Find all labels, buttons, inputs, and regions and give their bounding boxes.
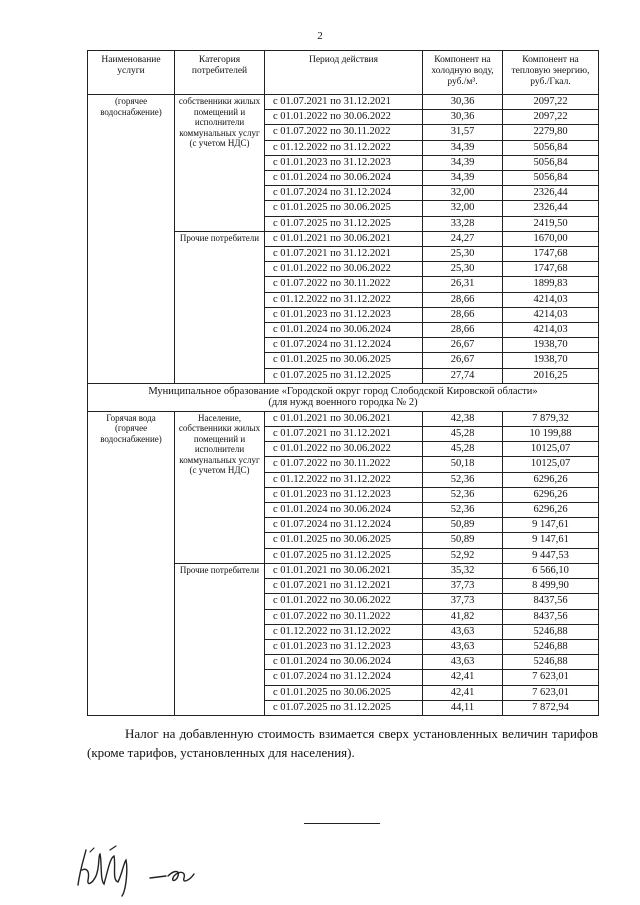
heat-energy-cell: 2279,80 (503, 125, 599, 140)
heat-energy-cell: 1747,68 (503, 262, 599, 277)
heat-energy-cell: 4214,03 (503, 307, 599, 322)
period-cell: с 01.01.2022 по 30.06.2022 (265, 110, 423, 125)
cold-water-cell: 32,00 (423, 186, 503, 201)
municipality-row (88, 383, 599, 411)
period-cell: с 01.01.2021 по 30.06.2021 (265, 231, 423, 246)
period-cell: с 01.01.2024 по 30.06.2024 (265, 171, 423, 186)
heat-energy-cell: 6296,26 (503, 503, 599, 518)
cold-water-cell: 50,89 (423, 533, 503, 548)
period-cell: с 01.07.2025 по 31.12.2025 (265, 700, 423, 715)
footer-divider (304, 823, 380, 824)
heat-energy-cell: 2097,22 (503, 110, 599, 125)
period-cell: с 01.07.2021 по 31.12.2021 (265, 247, 423, 262)
heat-energy-cell: 7 623,01 (503, 685, 599, 700)
period-cell: с 01.07.2022 по 30.11.2022 (265, 125, 423, 140)
heat-energy-cell: 5246,88 (503, 639, 599, 654)
cold-water-cell: 24,27 (423, 231, 503, 246)
cold-water-cell: 32,00 (423, 201, 503, 216)
cold-water-cell: 43,63 (423, 639, 503, 654)
cold-water-cell: 33,28 (423, 216, 503, 231)
period-cell: с 01.01.2023 по 31.12.2023 (265, 155, 423, 170)
block-1-body (88, 95, 599, 384)
heat-energy-cell: 8437,56 (503, 594, 599, 609)
cold-water-cell: 26,67 (423, 338, 503, 353)
table-header-row (88, 51, 599, 95)
municipality-purpose: (для нужд военного городка № 2) (268, 397, 418, 409)
period-cell: с 01.01.2023 по 31.12.2023 (265, 639, 423, 654)
cold-water-cell: 34,39 (423, 171, 503, 186)
period-cell: с 01.01.2023 по 31.12.2023 (265, 307, 423, 322)
heat-energy-cell: 1747,68 (503, 247, 599, 262)
heat-energy-cell: 2326,44 (503, 201, 599, 216)
cold-water-cell: 28,66 (423, 292, 503, 307)
municipality-cell (88, 383, 599, 411)
cold-water-cell: 37,73 (423, 579, 503, 594)
period-cell: с 01.12.2022 по 31.12.2022 (265, 472, 423, 487)
heat-energy-cell: 2326,44 (503, 186, 599, 201)
period-cell: с 01.01.2021 по 30.06.2021 (265, 563, 423, 578)
heat-energy-cell: 1670,00 (503, 231, 599, 246)
period-cell: с 01.07.2024 по 31.12.2024 (265, 518, 423, 533)
heat-energy-cell: 9 447,53 (503, 548, 599, 563)
period-cell: с 01.07.2025 по 31.12.2025 (265, 216, 423, 231)
cold-water-cell: 52,92 (423, 548, 503, 563)
heat-energy-cell: 10 199,88 (503, 427, 599, 442)
cold-water-cell: 50,18 (423, 457, 503, 472)
cold-water-cell: 41,82 (423, 609, 503, 624)
service-name-cell: Горячая вода (горячее водоснабжение) (88, 411, 175, 715)
tariff-table (87, 50, 599, 716)
period-cell: с 01.07.2025 по 31.12.2025 (265, 368, 423, 383)
cold-water-cell: 45,28 (423, 442, 503, 457)
cold-water-cell: 52,36 (423, 503, 503, 518)
heat-energy-cell: 5246,88 (503, 655, 599, 670)
vat-note: Налог на добавленную стоимость взимается сверх установленных величин тарифов (кроме тарифов, установленных для населения). (87, 726, 598, 760)
heat-energy-cell: 9 147,61 (503, 533, 599, 548)
cold-water-cell: 30,36 (423, 95, 503, 110)
heat-energy-cell: 2016,25 (503, 368, 599, 383)
heat-energy-cell: 4214,03 (503, 292, 599, 307)
service-name-cell: (горячее водоснабжение) (88, 95, 175, 384)
cold-water-cell: 42,41 (423, 670, 503, 685)
period-cell: с 01.01.2025 по 30.06.2025 (265, 685, 423, 700)
heat-energy-cell: 1938,70 (503, 353, 599, 368)
period-cell: с 01.07.2024 по 31.12.2024 (265, 338, 423, 353)
period-cell: с 01.01.2025 по 30.06.2025 (265, 533, 423, 548)
consumer-category-cell: Население, собственники жилых помещений и исполнители коммунальных услуг (с учетом НДС) (175, 411, 265, 563)
cold-water-cell: 28,66 (423, 307, 503, 322)
header-period: Период действия (265, 51, 423, 95)
heat-energy-cell: 7 623,01 (503, 670, 599, 685)
heat-energy-cell: 1899,83 (503, 277, 599, 292)
heat-energy-cell: 6 566,10 (503, 563, 599, 578)
cold-water-cell: 34,39 (423, 155, 503, 170)
heat-energy-cell: 10125,07 (503, 457, 599, 472)
period-cell: с 01.07.2022 по 30.11.2022 (265, 609, 423, 624)
heat-energy-cell: 8 499,90 (503, 579, 599, 594)
heat-energy-cell: 6296,26 (503, 487, 599, 502)
cold-water-cell: 35,32 (423, 563, 503, 578)
cold-water-cell: 25,30 (423, 247, 503, 262)
cold-water-cell: 37,73 (423, 594, 503, 609)
cold-water-cell: 52,36 (423, 472, 503, 487)
cold-water-cell: 45,28 (423, 427, 503, 442)
page-number: 2 (317, 30, 323, 42)
handwritten-signature (70, 840, 270, 900)
heat-energy-cell: 7 879,32 (503, 411, 599, 426)
cold-water-cell: 26,67 (423, 353, 503, 368)
header-heat-energy: Компонент на тепловую энергию, руб./Гкал. (503, 51, 599, 95)
cold-water-cell: 30,36 (423, 110, 503, 125)
period-cell: с 01.01.2022 по 30.06.2022 (265, 594, 423, 609)
cold-water-cell: 34,39 (423, 140, 503, 155)
cold-water-cell: 28,66 (423, 323, 503, 338)
cold-water-cell: 52,36 (423, 487, 503, 502)
period-cell: с 01.07.2025 по 31.12.2025 (265, 548, 423, 563)
period-cell: с 01.01.2024 по 30.06.2024 (265, 655, 423, 670)
cold-water-cell: 44,11 (423, 700, 503, 715)
table-row (88, 411, 599, 426)
table-row (88, 95, 599, 110)
consumer-category-cell: Прочие потребители (175, 231, 265, 383)
period-cell: с 01.07.2021 по 31.12.2021 (265, 427, 423, 442)
period-cell: с 01.01.2025 по 30.06.2025 (265, 201, 423, 216)
period-cell: с 01.07.2021 по 31.12.2021 (265, 579, 423, 594)
heat-energy-cell: 5056,84 (503, 171, 599, 186)
consumer-category-cell: Прочие потребители (175, 563, 265, 715)
period-cell: с 01.07.2021 по 31.12.2021 (265, 95, 423, 110)
cold-water-cell: 43,63 (423, 624, 503, 639)
heat-energy-cell: 8437,56 (503, 609, 599, 624)
cold-water-cell: 27,74 (423, 368, 503, 383)
period-cell: с 01.01.2022 по 30.06.2022 (265, 262, 423, 277)
period-cell: с 01.07.2024 по 31.12.2024 (265, 670, 423, 685)
cold-water-cell: 42,41 (423, 685, 503, 700)
heat-energy-cell: 5056,84 (503, 155, 599, 170)
period-cell: с 01.12.2022 по 31.12.2022 (265, 624, 423, 639)
period-cell: с 01.01.2024 по 30.06.2024 (265, 323, 423, 338)
heat-energy-cell: 7 872,94 (503, 700, 599, 715)
municipality-name: Муниципальное образование «Городской округ город Слободской Кировской области» (148, 385, 538, 397)
consumer-category-cell: собственники жилых помещений и исполнители коммунальных услуг (с учетом НДС) (175, 95, 265, 232)
period-cell: с 01.12.2022 по 31.12.2022 (265, 292, 423, 307)
municipality-section (88, 383, 599, 411)
heat-energy-cell: 6296,26 (503, 472, 599, 487)
heat-energy-cell: 9 147,61 (503, 518, 599, 533)
heat-energy-cell: 4214,03 (503, 323, 599, 338)
heat-energy-cell: 10125,07 (503, 442, 599, 457)
block-2-body (88, 411, 599, 715)
period-cell: с 01.07.2024 по 31.12.2024 (265, 186, 423, 201)
period-cell: с 01.07.2022 по 30.11.2022 (265, 457, 423, 472)
heat-energy-cell: 1938,70 (503, 338, 599, 353)
period-cell: с 01.07.2022 по 30.11.2022 (265, 277, 423, 292)
period-cell: с 01.01.2024 по 30.06.2024 (265, 503, 423, 518)
header-service: Наименование услуги (88, 51, 175, 95)
cold-water-cell: 50,89 (423, 518, 503, 533)
cold-water-cell: 26,31 (423, 277, 503, 292)
cold-water-cell: 42,38 (423, 411, 503, 426)
header-category: Категория потребителей (175, 51, 265, 95)
period-cell: с 01.01.2021 по 30.06.2021 (265, 411, 423, 426)
cold-water-cell: 43,63 (423, 655, 503, 670)
period-cell: с 01.01.2022 по 30.06.2022 (265, 442, 423, 457)
cold-water-cell: 25,30 (423, 262, 503, 277)
header-cold-water: Компонент на холодную воду, руб./м³. (423, 51, 503, 95)
period-cell: с 01.01.2023 по 31.12.2023 (265, 487, 423, 502)
cold-water-cell: 31,57 (423, 125, 503, 140)
period-cell: с 01.12.2022 по 31.12.2022 (265, 140, 423, 155)
period-cell: с 01.01.2025 по 30.06.2025 (265, 353, 423, 368)
heat-energy-cell: 2419,50 (503, 216, 599, 231)
heat-energy-cell: 5056,84 (503, 140, 599, 155)
heat-energy-cell: 5246,88 (503, 624, 599, 639)
heat-energy-cell: 2097,22 (503, 95, 599, 110)
